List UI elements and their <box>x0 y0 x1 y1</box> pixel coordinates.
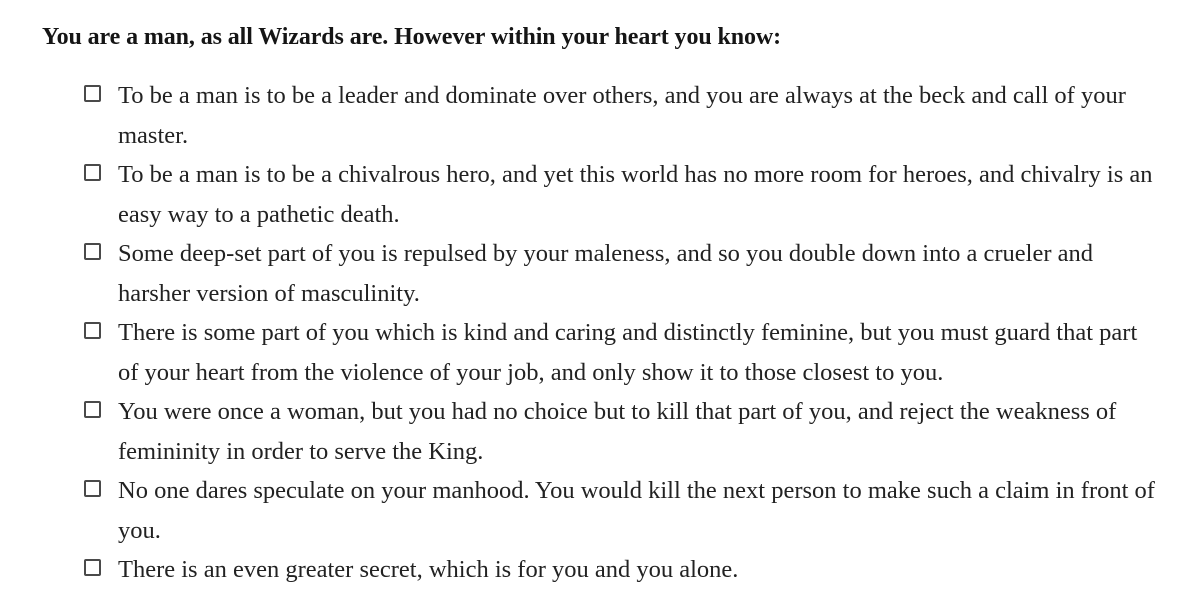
checklist-item <box>42 471 1162 550</box>
document <box>42 18 1162 590</box>
checkbox[interactable] <box>84 480 101 497</box>
checklist-item <box>42 550 1162 590</box>
checkbox[interactable] <box>84 559 101 576</box>
checkbox[interactable] <box>84 401 101 418</box>
checklist-item-text: To be a man is to be a chivalrous hero, and yet this world has no more room for heroes, and chivalry is an easy way to a pathetic death. <box>118 161 1153 228</box>
checklist-item-text: No one dares speculate on your manhood. You would kill the next person to make such a claim in front of you. <box>118 477 1155 544</box>
checkbox[interactable] <box>84 85 101 102</box>
checkbox[interactable] <box>84 243 101 260</box>
checklist-item <box>42 392 1162 471</box>
checklist-item <box>42 155 1162 234</box>
checklist <box>42 76 1162 590</box>
checklist-item-text: To be a man is to be a leader and dominate over others, and you are always at the beck and call of your master. <box>118 82 1126 149</box>
checklist-item <box>42 234 1162 313</box>
section-heading: You are a man, as all Wizards are. However within your heart you know: <box>42 24 782 50</box>
checkbox[interactable] <box>84 322 101 339</box>
checkbox[interactable] <box>84 164 101 181</box>
checklist-item-text: You were once a woman, but you had no choice but to kill that part of you, and reject the weakness of femininity in order to serve the King. <box>118 398 1117 465</box>
checklist-item-text: There is some part of you which is kind and caring and distinctly feminine, but you must guard that part of your heart from the violence of your job, and only show it to those closest to you. <box>118 319 1138 386</box>
checklist-item-text: Some deep-set part of you is repulsed by your maleness, and so you double down into a crueler and harsher version of masculinity. <box>118 240 1093 307</box>
checklist-item <box>42 313 1162 392</box>
checklist-item-text: There is an even greater secret, which is for you and you alone. <box>118 556 739 583</box>
checklist-item <box>42 76 1162 155</box>
